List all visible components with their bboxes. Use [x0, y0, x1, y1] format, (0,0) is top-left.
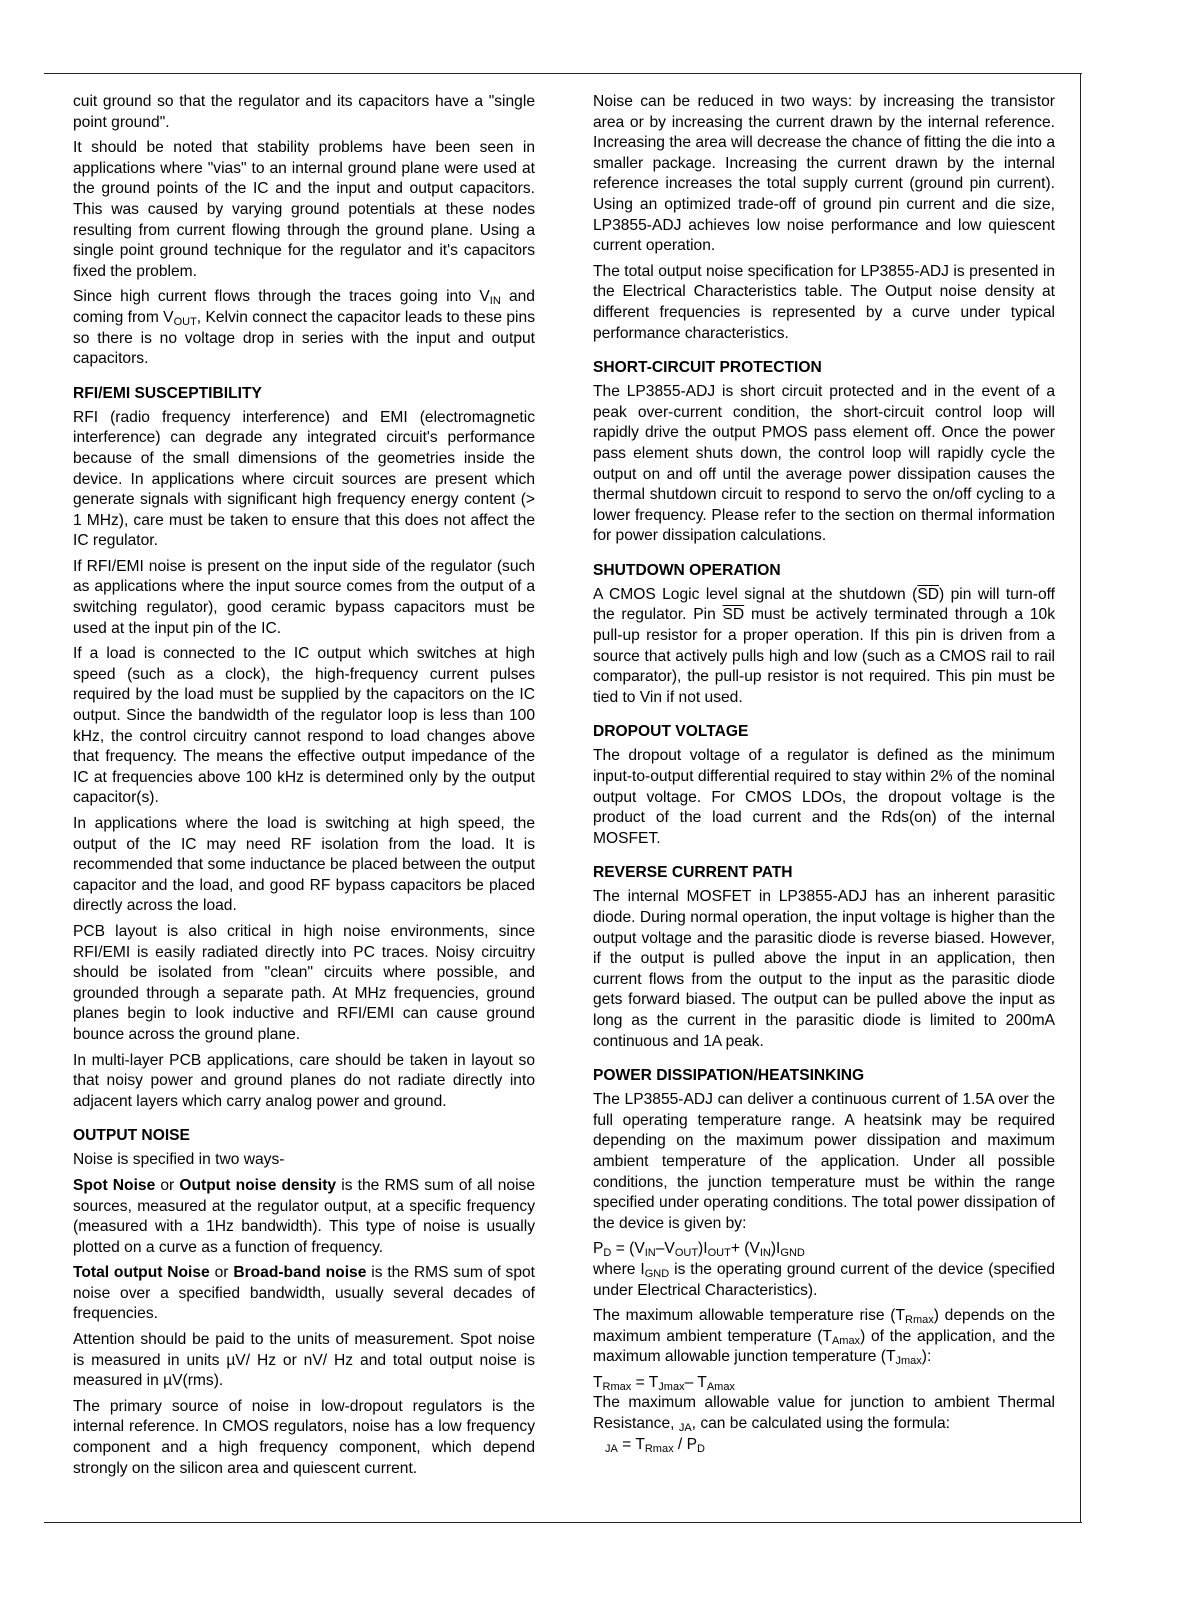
subscript: Amax [706, 1380, 735, 1393]
paragraph: The total output noise specification for LP3855-ADJ is presented in the Electrical Characteristics table. The Output noise density at different frequencies is represented by a curve under typical performance characteristics. [593, 262, 1055, 342]
text: A CMOS Logic level signal at the shutdown ( [593, 585, 918, 603]
text: P [593, 1240, 604, 1258]
paragraph: If RFI/EMI noise is present on the input side of the regulator (such as applications where the input source comes from the output of a switching regulator), good ceramic bypass capacitors must be used at the input pin of the IC. [73, 557, 535, 637]
right-column [593, 92, 1055, 1455]
paragraph: The LP3855-ADJ can deliver a continuous current of 1.5A over the full operating temperature range. A heatsink may be required depending on the maximum power dissipation and maximum ambient temperature of the application. Under all possible conditions, the junction temperature must be within the range specified under operating conditions. The total power dissipation of the device is given by: [593, 1091, 1055, 1232]
bold-term: Output noise density [179, 1176, 337, 1194]
text: is the RMS sum of spot noise over a specified bandwidth, usually several decades of frequencies. [73, 1264, 535, 1323]
subscript: D [603, 1247, 612, 1260]
bottom-rule [44, 1522, 1082, 1523]
text: where I [593, 1260, 645, 1278]
paragraph: The LP3855-ADJ is short circuit protected and in the event of a peak over-current condition, the short-circuit control loop will rapidly drive the output PMOS pass element off. Once the power pass element shuts down, the control loop will rapidly cycle the output on and off until the average power dissipation causes the thermal shutdown circuit to respond to servo the on/off cycling to a lower frequency. Please refer to the section on thermal information for power dissipation calculations. [593, 383, 1055, 545]
text: T [593, 1373, 603, 1391]
text: ) of the application, and the maximum allowable junction temperature (T [593, 1327, 1056, 1366]
text: = T [631, 1373, 659, 1391]
text: or [209, 1264, 234, 1282]
subscript: Amax [831, 1334, 861, 1347]
paragraph [73, 1176, 535, 1258]
text: = (V [611, 1240, 645, 1258]
text: / P [673, 1435, 697, 1453]
section-heading-power-dissipation: POWER DISSIPATION/HEATSINKING [593, 1067, 865, 1085]
paragraph [593, 585, 1055, 709]
text: The maximum allowable value for junction to ambient Thermal Resistance, [593, 1394, 1055, 1433]
subscript: OUT [707, 1247, 731, 1260]
text: )I [698, 1240, 708, 1258]
bold-term: Broad-band noise [233, 1264, 367, 1282]
text: ): [921, 1348, 932, 1366]
subscript: JA [678, 1422, 692, 1435]
equation-temperature-rise [593, 1373, 1055, 1394]
section-heading-output-noise: OUTPUT NOISE [73, 1127, 190, 1145]
paragraph: The internal MOSFET in LP3855-ADJ has an inherent parasitic diode. During normal operation, the input voltage is higher than the output voltage and the parasitic diode is reverse biased. However, if the output is pulled above the input in an application, then current flows from the output to the input as the parasitic diode gets forward biased. The output can be pulled above the input as long as the current in the parasitic diode is limited to 200mA continuous and 1A peak. [593, 888, 1055, 1050]
text: , Kelvin connect the capacitor leads to these pins so there is no voltage drop in series with the input and output capacitors. [73, 308, 535, 368]
subscript: GND [780, 1247, 805, 1260]
text: ) pin will turn-off the regulator. Pin [593, 585, 1056, 624]
paragraph: Noise is specified in two ways- [73, 1151, 285, 1169]
subscript: OUT [173, 315, 197, 328]
top-rule [44, 73, 1082, 74]
subscript: IN [644, 1247, 656, 1260]
paragraph: It should be noted that stability problems have been seen in applications where "vias" to an internal ground plane were used at the ground points of the IC and the input and output capacitors. This was caused by varying ground potentials at these nodes resulting from current flowing through the ground plane. Using a single point ground technique for the regulator and it's capacitors fixed the problem. [73, 139, 535, 280]
paragraph [73, 287, 535, 369]
text: is the operating ground current of the device (specified under Electrical Characteristics). [593, 1260, 1056, 1299]
paragraph: Attention should be paid to the units of measurement. Spot noise is measured in units µV/ Hz or nV/ Hz and total output noise is measured in µV(rms). [73, 1331, 535, 1390]
paragraph: The dropout voltage of a regulator is defined as the minimum input-to-output differential required to stay within 2% of the nominal output voltage. For CMOS LDOs, the dropout voltage is the product of the load current and the Rds(on) of the internal MOSFET. [593, 747, 1055, 847]
text: Since high current flows through the traces going into V [73, 288, 490, 306]
bold-term: Total output Noise [73, 1264, 210, 1282]
text: must be actively terminated through a 10k pull-up resistor for a proper operation. If this pin is driven from a source that actively pulls high and low (such as a CMOS rail to rail comparator), the pull-up resistor is not required. This pin must be tied to Vin if not used. [593, 606, 1055, 706]
paragraph [593, 1306, 1055, 1368]
section-heading-reverse-current: REVERSE CURRENT PATH [593, 864, 793, 882]
paragraph: PCB layout is also critical in high noise environments, since RFI/EMI is easily radiated directly into PC traces. Noisy circuitry should be isolated from "clean" circuits where possible, and grounded through a separate path. At MHz frequencies, ground planes begin to look inductive and RFI/EMI can cause ground bounce across the ground plane. [73, 922, 535, 1043]
subscript: Rmax [644, 1442, 674, 1455]
bold-term: Spot Noise [73, 1176, 156, 1194]
paragraph [593, 1260, 1055, 1301]
subscript: Jmax [658, 1380, 685, 1393]
paragraph: Noise can be reduced in two ways: by increasing the transistor area or by increasing the current drawn by the internal reference. Increasing the area will decrease the chance of fitting the die into a smaller package. Increasing the current drawn by the internal reference increases the total supply current (ground pin current). Using an optimized trade-off of ground pin current and die size, LP3855-ADJ achieves low noise performance and low quiescent current operation. [593, 93, 1055, 255]
right-rule [1080, 73, 1081, 1523]
text: and coming from V [73, 288, 535, 326]
text: + (V [730, 1240, 760, 1258]
section-heading-shutdown: SHUTDOWN OPERATION [593, 561, 781, 579]
paragraph: RFI (radio frequency interference) and EMI (electromagnetic interference) can degrade any integrated circuit's performance because of the small dimensions of the geometries inside the device. In applications where circuit sources are present which generate signals with significant high frequency energy content (> 1 MHz), care must be taken to ensure that this does not affect the IC regulator. [73, 408, 535, 550]
text: is the RMS sum of all noise sources, measured at the regulator output, at a specific frequency (measured with a 1Hz bandwidth). This type of noise is usually plotted on a curve as a function of frequency. [73, 1176, 536, 1256]
subscript: IN [759, 1247, 771, 1260]
subscript: GND [644, 1267, 670, 1280]
section-heading-rfi-emi: RFI/EMI SUSCEPTIBILITY [73, 384, 262, 402]
section-heading-short-circuit: SHORT-CIRCUIT PROTECTION [593, 359, 822, 377]
equation-thermal-resistance [593, 1435, 1055, 1456]
subscript: D [697, 1442, 705, 1455]
paragraph: In applications where the load is switching at high speed, the output of the IC may need RF isolation from the load. It is recommended that some inductance be placed between the output capacitor and the load, and good RF bypass capacitors be placed directly across the load. [73, 815, 535, 915]
left-column [73, 92, 535, 1484]
section-heading-dropout: DROPOUT VOLTAGE [593, 723, 749, 741]
paragraph: cuit ground so that the regulator and its capacitors have a "single point ground". [73, 93, 535, 131]
sd-pin-label: $\overline{SD}$ [917, 585, 939, 603]
subscript: IN [489, 295, 501, 308]
subscript: OUT [674, 1247, 699, 1260]
text: = T [617, 1435, 645, 1453]
subscript: JA [605, 1442, 618, 1455]
text: )I [770, 1240, 781, 1258]
text: or [155, 1176, 180, 1194]
paragraph [593, 1393, 1055, 1434]
equation-power [593, 1239, 1055, 1260]
paragraph: If a load is connected to the IC output which switches at high speed (such as a clock), the high-frequency current pulses required by the load must be supplied by the capacitors on the IC output. Since the bandwidth of the regulator loop is less than 100 kHz, the control circuitry cannot respond to load changes above that frequency. The means the effective output impedance of the IC at frequencies above 100 kHz is determined only by the output capacitor(s). [73, 645, 535, 807]
paragraph: In multi-layer PCB applications, care should be taken in layout so that noisy power and ground planes do not radiate directly into adjacent layers which carry analog power and ground. [73, 1051, 535, 1110]
text: – T [684, 1373, 707, 1391]
text: , can be calculated using the formula: [691, 1415, 950, 1433]
subscript: Jmax [895, 1355, 922, 1368]
sd-pin-label: $\overline{SD}$ [722, 606, 745, 624]
paragraph: The primary source of noise in low-dropout regulators is the internal reference. In CMOS regulators, noise has a low frequency component and a high frequency component, which depend strongly on the silicon area and quiescent current. [73, 1397, 535, 1477]
text: ) depends on the maximum ambient temperature (T [593, 1307, 1055, 1345]
paragraph [73, 1263, 535, 1325]
subscript: Rmax [905, 1314, 934, 1327]
text: –V [655, 1240, 675, 1258]
subscript: Rmax [602, 1380, 632, 1393]
text: The maximum allowable temperature rise (T [593, 1307, 906, 1325]
